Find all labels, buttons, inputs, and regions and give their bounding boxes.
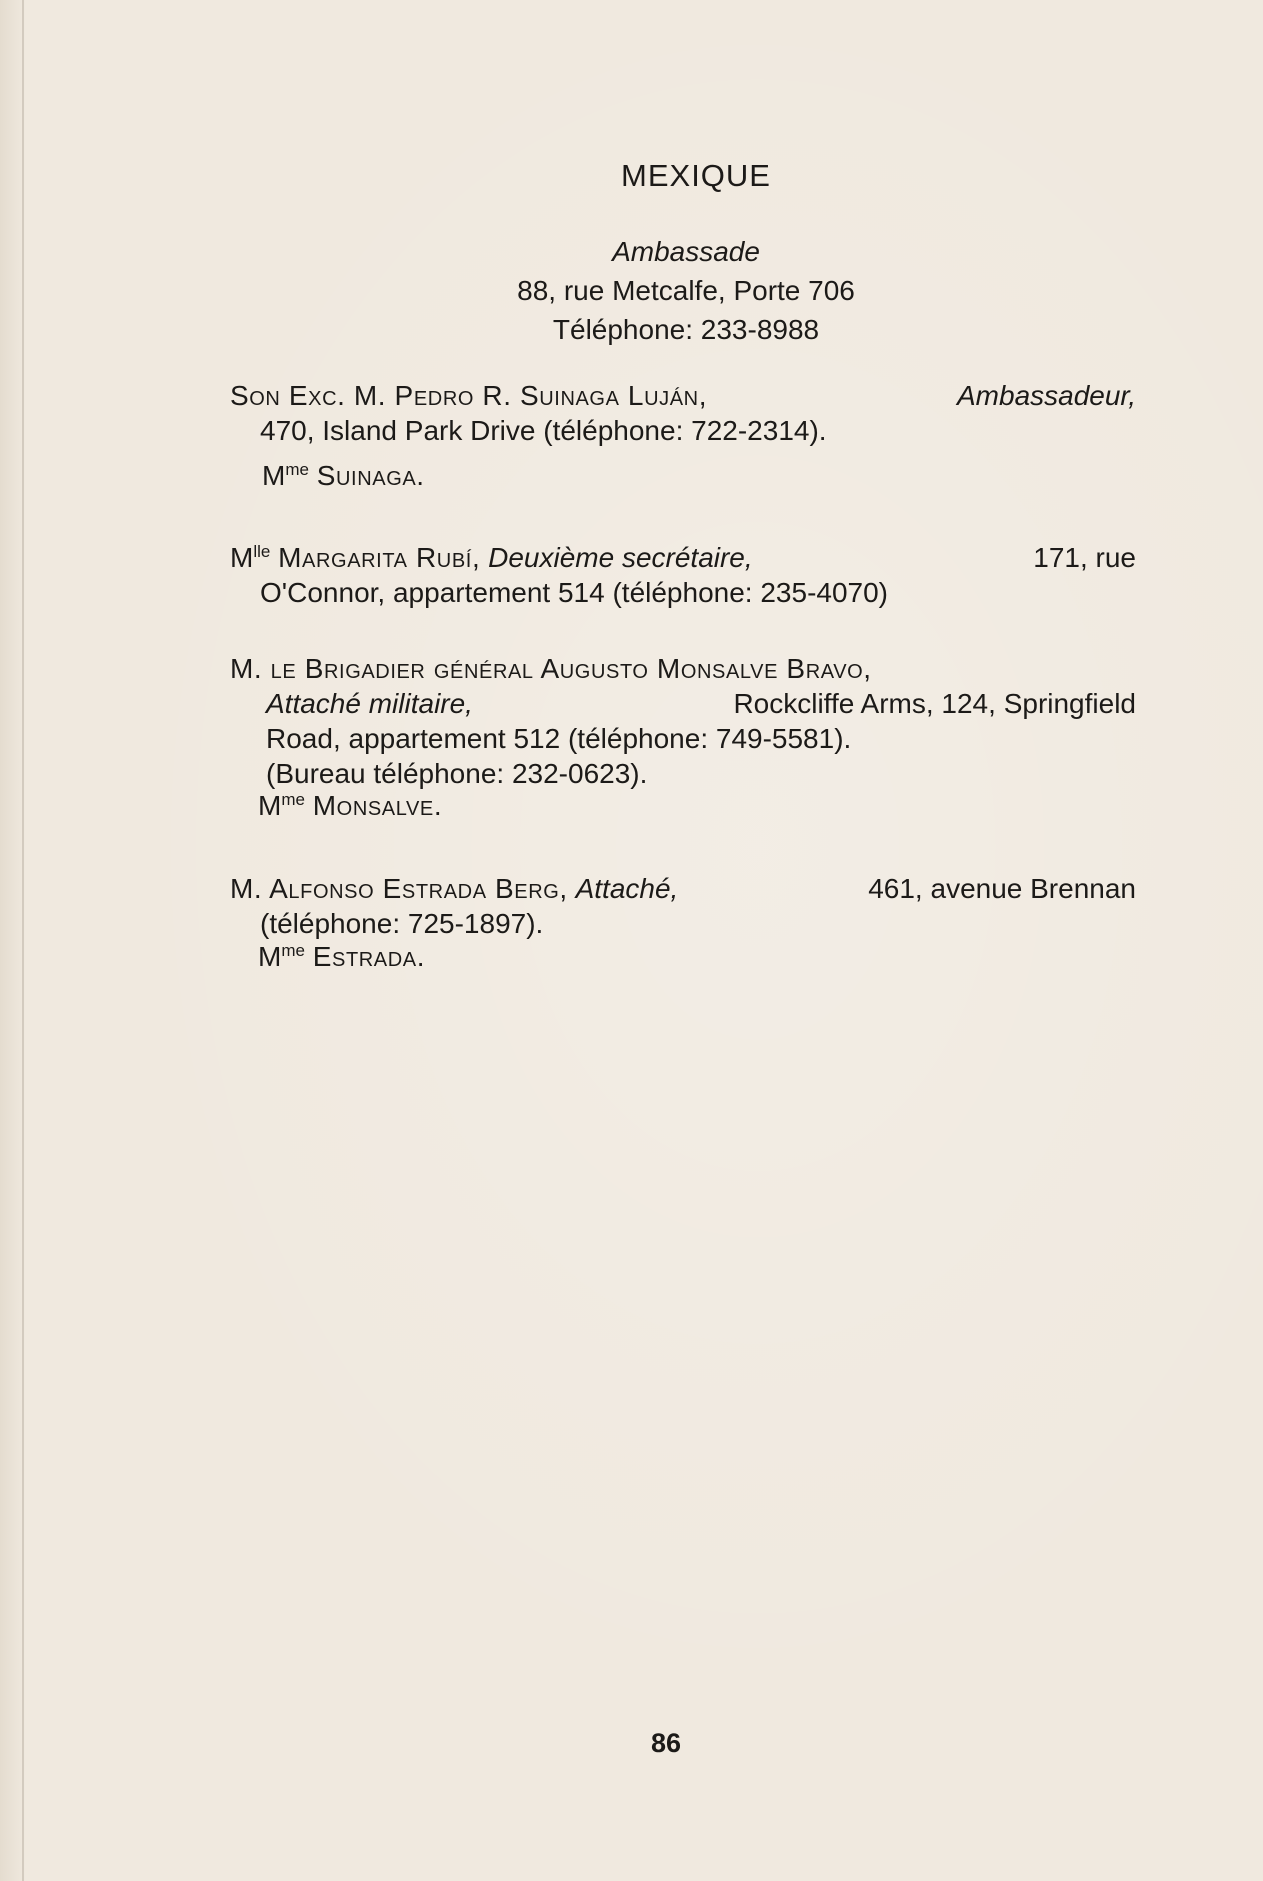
entry-military-attache-line-2	[230, 686, 1136, 721]
embassy-address: 88, rue Metcalfe, Porte 706	[517, 275, 855, 306]
entry-attache	[230, 871, 1136, 941]
entry-ambassador-line-1	[230, 378, 1136, 413]
entry-military-attache-office-phone: (Bureau téléphone: 232-0623).	[266, 758, 648, 789]
entry-ambassador	[230, 378, 1136, 448]
entry-military-attache-name: M. le Brigadier général Augusto Monsalve Bravo,	[230, 653, 872, 684]
entry-military-attache-address: Road, appartement 512 (téléphone: 749-5581).	[266, 723, 852, 754]
spouse-name: Estrada.	[312, 941, 426, 972]
entry-military-attache-spouse	[258, 790, 442, 822]
spouse-prefix-sup: me	[281, 790, 305, 809]
entry-second-secretary-line-1	[230, 540, 1136, 575]
spouse-name: Suinaga.	[316, 460, 425, 491]
embassy-phone: Téléphone: 233-8988	[552, 314, 820, 345]
spouse-prefix: M	[258, 790, 282, 821]
spouse-prefix-sup: me	[285, 460, 309, 479]
entry-attache-phone: (téléphone: 725-1897).	[260, 908, 544, 939]
entry-ambassador-title: Ambassadeur,	[957, 380, 1136, 411]
entry-ambassador-address: 470, Island Park Drive (téléphone: 722-2314).	[260, 415, 827, 446]
page-number: 86	[650, 1728, 682, 1758]
entry-military-attache-title: Attaché militaire,	[266, 688, 473, 719]
spouse-name: Monsalve.	[312, 790, 443, 821]
embassy-heading: Ambassade	[612, 236, 760, 267]
entry-attache-name: M. Alfonso Estrada Berg,	[230, 873, 568, 904]
entry-attache-detail-start: 461, avenue Brennan	[868, 873, 1136, 904]
entry-second-secretary-prefix: M	[230, 542, 254, 573]
spouse-prefix-sup: me	[281, 941, 305, 960]
entry-second-secretary-detail-start: 171, rue	[1033, 542, 1136, 573]
entry-second-secretary	[230, 540, 1136, 610]
entry-ambassador-spouse	[262, 460, 425, 492]
entry-second-secretary-address: O'Connor, appartement 514 (téléphone: 235-4070)	[260, 577, 889, 608]
entry-second-secretary-name: Margarita Rubí,	[278, 542, 481, 573]
spouse-prefix: M	[258, 941, 282, 972]
entry-second-secretary-title: Deuxième secrétaire,	[488, 542, 753, 573]
entry-military-attache-detail-start: Rockcliffe Arms, 124, Springfield	[733, 688, 1136, 719]
section-title: MEXIQUE	[621, 158, 771, 193]
spouse-prefix: M	[262, 460, 286, 491]
entry-ambassador-name: Son Exc. M. Pedro R. Suinaga Luján,	[230, 380, 708, 411]
entry-attache-spouse	[258, 941, 425, 973]
entry-attache-line-1	[230, 871, 1136, 906]
entry-attache-title: Attaché,	[575, 873, 679, 904]
entry-second-secretary-prefix-sup: lle	[253, 542, 271, 561]
entry-military-attache	[230, 651, 1136, 791]
